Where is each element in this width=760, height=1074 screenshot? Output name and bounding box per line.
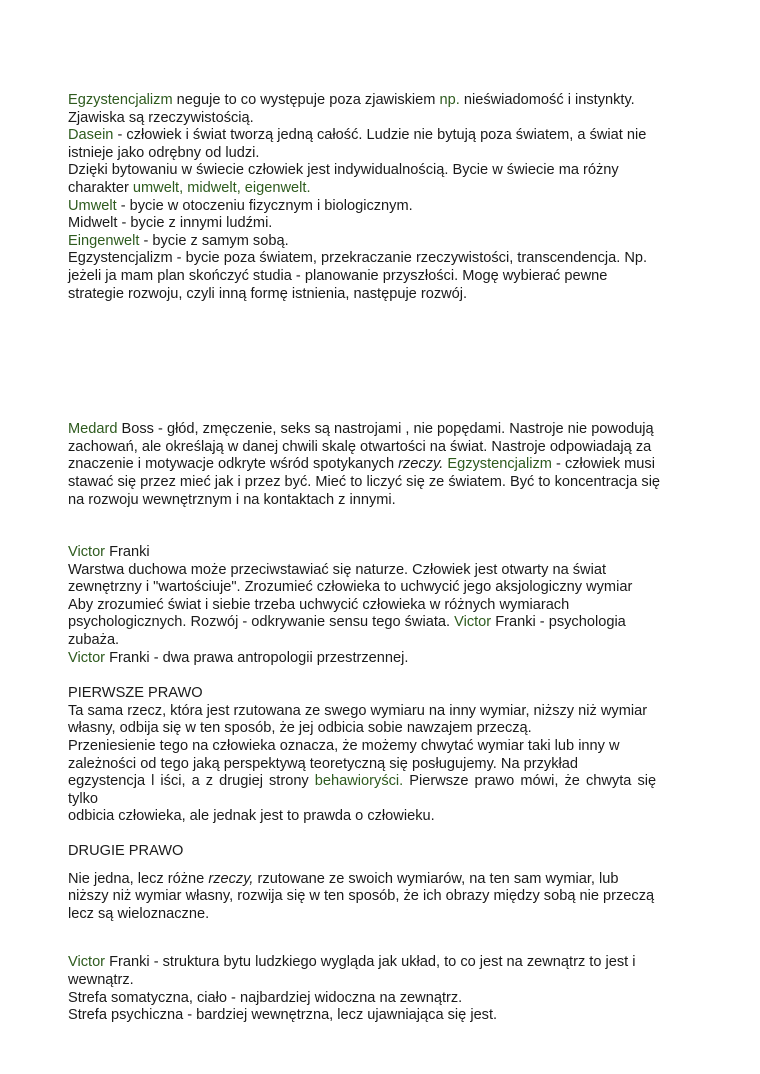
- term-highlight: Victor: [454, 614, 492, 631]
- text-run: Nie jedna, lecz różne: [68, 870, 209, 887]
- paragraph-line: [68, 614, 696, 632]
- text-run: Pierwsze prawo mówi, że chwyta się: [403, 773, 657, 790]
- section-heading: DRUGIE PRAWO: [68, 843, 184, 859]
- document-page: [68, 92, 696, 1025]
- text-run: - bycie z samym sobą.: [139, 232, 289, 249]
- paragraph-line: Przeniesienie tego na człowieka oznacza, że możemy chwytać wymiar taki lub inny w: [68, 738, 620, 755]
- paragraph-line: [68, 421, 696, 439]
- paragraph-line: [68, 871, 696, 889]
- term-highlight: Victor: [68, 544, 106, 561]
- italic-word: rzeczy,: [208, 870, 254, 887]
- paragraph-line: strategie rozwoju, czyli inną formę istnienia, następuje rozwój.: [68, 285, 468, 302]
- paragraph-line: na rozwoju wewnętrznym i na kontaktach z innymi.: [68, 491, 396, 508]
- paragraph-line: zachowań, ale określają w danej chwili skalę otwartości na świat. Nastroje odpowiadają za: [68, 438, 652, 455]
- paragraph-line: [68, 198, 696, 216]
- spacer: [68, 509, 696, 544]
- section-drugie-prawo: [68, 843, 696, 923]
- spacer: [68, 826, 696, 843]
- text-run: - człowiek musi: [551, 456, 655, 473]
- term-highlight: Eingenwelt: [68, 232, 140, 249]
- paragraph-line: [68, 92, 696, 110]
- paragraph-line: [68, 650, 696, 668]
- paragraph-line: własny, odbija się w ten sposób, że jej odbicia sobie nawzajem przeczą.: [68, 720, 532, 737]
- section-heading: PIERWSZE PRAWO: [68, 685, 203, 702]
- paragraph-line: Dzięki bytowaniu w świecie człowiek jest indywidualnością. Bycie w świecie ma różny: [68, 162, 619, 179]
- paragraph-line: Midwelt - bycie z innymi ludźmi.: [68, 215, 273, 232]
- term-highlight: Dasein: [68, 127, 114, 144]
- paragraph-line: Egzystencjalizm - bycie poza światem, przekraczanie rzeczywistości, transcendencja. Np.: [68, 250, 648, 267]
- italic-word: rzeczy.: [398, 456, 444, 473]
- text-run: egzystencja l iści, a z drugiej strony: [68, 773, 315, 790]
- paragraph-line: odbicia człowieka, ale jednak jest to prawda o człowieku.: [68, 808, 435, 825]
- paragraph-line: Warstwa duchowa może przeciwstawiać się naturze. Człowiek jest otwarty na świat: [68, 561, 607, 578]
- paragraph-line: wewnątrz.: [68, 971, 134, 988]
- section-egzystencjalizm: [68, 92, 696, 303]
- text-run: Franki - struktura bytu ludzkiego wygląda jak układ, to co jest na zewnątrz to jest i: [105, 954, 636, 971]
- paragraph-line: zależności od tego jaką perspektywą teoretyczną się posługujemy. Na przykład: [68, 755, 578, 772]
- paragraph-line: [68, 544, 696, 562]
- term-highlight: Victor: [68, 649, 106, 666]
- paragraph-line: zubaża.: [68, 632, 120, 649]
- section-victor-franki: [68, 544, 696, 667]
- term-highlight: Egzystencjalizm: [447, 456, 552, 473]
- text-run: - bycie w otoczeniu fizycznym i biologicznym.: [116, 197, 413, 214]
- section-struktura-bytu: [68, 954, 696, 1024]
- paragraph-line: [68, 127, 696, 145]
- term-highlight: Victor: [68, 954, 106, 971]
- paragraph-line: niższy niż wymiar własny, rozwija się w ten sposób, że ich obrazy między sobą nie przeczą: [68, 888, 655, 905]
- spacer: [68, 923, 696, 954]
- paragraph-line: Strefa psychiczna - bardziej wewnętrzna, lecz ujawniająca się jest.: [68, 1007, 498, 1024]
- paragraph-line: [68, 456, 696, 474]
- text-run: Franki - psychologia: [491, 614, 626, 631]
- paragraph-line: jeżeli ja mam plan skończyć studia - planowanie przyszłości. Mogę wybierać pewne: [68, 267, 608, 284]
- text-run: rzutowane ze swoich wymiarów, na ten sam wymiar, lub: [253, 870, 619, 887]
- text-run: znaczenie i motywacje odkryte wśród spotykanych: [68, 456, 399, 473]
- paragraph-line: zewnętrzny i "wartościuje". Zrozumieć człowieka to uchwycić jego aksjologiczny wymiar: [68, 579, 633, 596]
- section-medard-boss: [68, 421, 696, 509]
- term-highlight: Medard: [68, 421, 118, 438]
- section-pierwsze-prawo: [68, 685, 696, 826]
- paragraph-line: Aby zrozumieć świat i siebie trzeba uchwycić człowieka w różnych wymiarach: [68, 596, 570, 613]
- term-highlight: Egzystencjalizm: [68, 92, 173, 108]
- text-run: - człowiek i świat tworzą jedną całość. Ludzie nie bytują poza światem, a świat nie: [113, 127, 647, 144]
- text-run: psychologicznych. Rozwój - odkrywanie sensu tego świata.: [68, 614, 455, 631]
- text-run: Franki: [105, 544, 150, 561]
- term-highlight: np.: [439, 92, 460, 108]
- paragraph-line: lecz są wieloznaczne.: [68, 905, 210, 922]
- text-run: nieświadomość i instynkty.: [459, 92, 635, 108]
- spacer: [68, 861, 696, 871]
- term-highlight: umwelt, midwelt, eigenwelt.: [132, 179, 311, 196]
- term-highlight: Umwelt: [68, 197, 117, 214]
- term-highlight: behawioryści.: [314, 773, 404, 790]
- paragraph-line: istnieje jako odrębny od ludzi.: [68, 144, 260, 161]
- paragraph-line: [68, 180, 696, 198]
- paragraph-line: Ta sama rzecz, która jest rzutowana ze swego wymiaru na inny wymiar, niższy niż wymiar: [68, 702, 648, 719]
- paragraph-line: Zjawiska są rzeczywistością.: [68, 109, 254, 126]
- paragraph-line: tylko: [68, 790, 99, 807]
- paragraph-line: [68, 233, 696, 251]
- text-run: Franki - dwa prawa antropologii przestrzennej.: [105, 649, 409, 666]
- paragraph-line: [68, 954, 696, 972]
- text-run: neguje to co występuje poza zjawiskiem: [172, 92, 440, 108]
- text-run: Boss - głód, zmęczenie, seks są nastrojami , nie popędami. Nastroje nie powodują: [117, 421, 654, 438]
- paragraph-line: stawać się przez mieć jak i przez być. Mieć to liczyć się ze światem. Być to koncentracja się: [68, 473, 661, 490]
- text-run: charakter: [68, 179, 133, 196]
- paragraph-line: [68, 773, 696, 791]
- paragraph-line: Strefa somatyczna, ciało - najbardziej widoczna na zewnątrz.: [68, 989, 463, 1006]
- spacer: [68, 303, 696, 421]
- spacer: [68, 667, 696, 685]
